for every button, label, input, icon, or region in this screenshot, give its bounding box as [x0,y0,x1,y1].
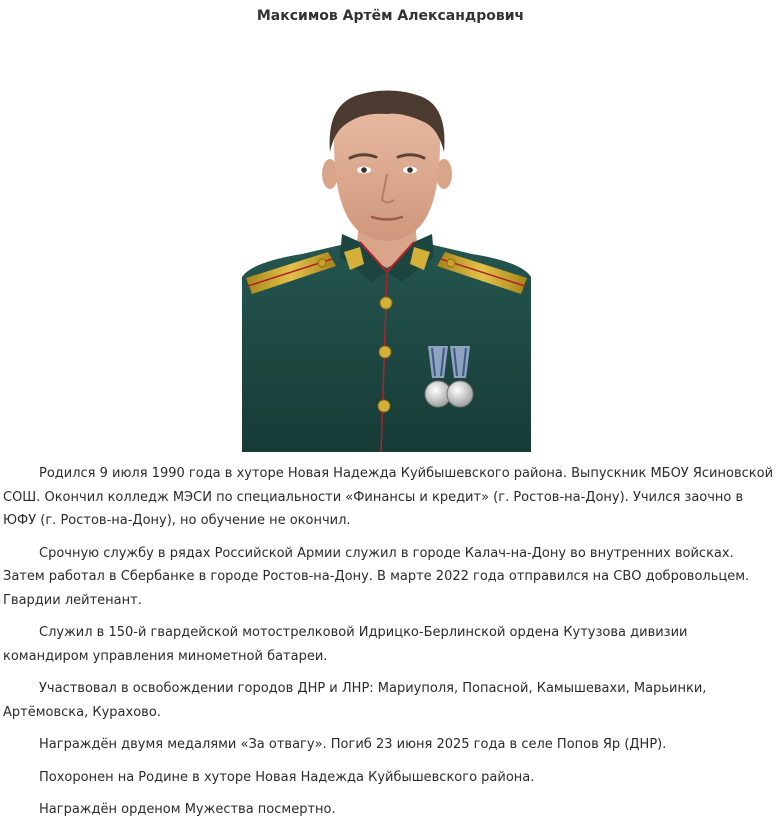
biography-text [3,462,775,831]
paragraph-division: Служил в 150-й гвардейской мотострелковой Идрицко-Берлинской ордена Кутузова дивизии командиром управления минометной батареи. [3,625,688,664]
page-title: Максимов Артём Александрович [256,8,525,24]
portrait-photo [242,82,531,452]
paragraph-liberation: Участвовал в освобождении городов ДНР и ЛНР: Мариуполя, Попасной, Камышевахи, Марьинки, Артёмовска, Курахово. [3,681,707,720]
button [379,346,391,358]
paragraph-medals: Награждён двумя медалями «За отвагу». Погиб 23 июня 2025 года в селе Попов Яр (ДНР). [39,737,667,752]
paragraph-birth: Родился 9 июля 1990 года в хуторе Новая Надежда Куйбышевского района. Выпускник МБОУ Ясиновской СОШ. Окончил колледж МЭСИ по специальности «Финансы и кредит» (г. Ростов-на-Дону). Учился заочно в ЮФУ (г. Ростов-на-Дону), но обучение не окончил. [3,466,774,528]
button [378,400,390,412]
paragraph-burial: Похоронен на Родине в хуторе Новая Надежда Куйбышевского района. [39,769,535,785]
paragraph-service: Срочную службу в рядах Российской Армии служил в городе Калач-на-Дону во внутренних войсках. Затем работал в Сбербанке в городе Ростов-на-Дону. В марте 2022 года отправился на СВО добровольцем. Гвардии лейтенант. [3,545,750,608]
button [380,297,392,309]
paragraph-order: Награждён орденом Мужества посмертно. [39,802,336,817]
